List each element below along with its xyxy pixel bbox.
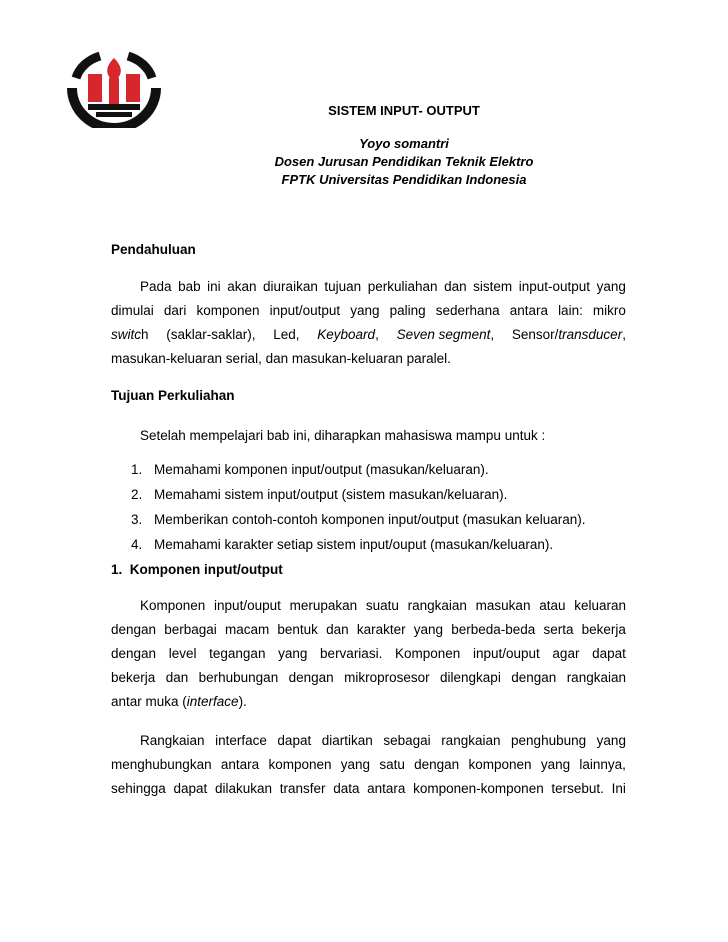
word: mikroprosesor [344, 670, 430, 685]
word: input/ouput [214, 598, 281, 613]
word: komponen-komponen [413, 781, 544, 796]
heading-komponen: 1. Komponen input/output [111, 562, 283, 577]
word: dan [326, 622, 349, 637]
word: sistem [473, 279, 513, 294]
word: input/ouput [472, 646, 540, 661]
word: tujuan [324, 279, 362, 294]
word: rangkaian [407, 598, 467, 613]
word: rangkaian [441, 733, 501, 748]
word: bekerja [581, 622, 626, 637]
word: serta [543, 622, 574, 637]
word: yang [340, 757, 371, 772]
word: penghubung [511, 733, 587, 748]
word: antara [367, 781, 406, 796]
word: dengan [111, 646, 157, 661]
word: mikro [592, 303, 626, 318]
word: level [168, 646, 197, 661]
word: berhubungan [198, 670, 279, 685]
word: atau [539, 598, 566, 613]
word: lain: [558, 303, 583, 318]
justified-line [111, 731, 626, 755]
word: antara [220, 757, 260, 772]
word: berbagai [164, 622, 217, 637]
word: input/output [269, 303, 341, 318]
word: perkuliahan [367, 279, 438, 294]
word: dengan [111, 622, 157, 637]
justified-line: switch (saklar-saklar), Led, Keyboard, Seven segment, Sensor/transducer, [111, 327, 626, 342]
word: masukan [475, 598, 531, 613]
word: tegangan [209, 646, 266, 661]
word: yang [596, 279, 626, 294]
word: agar [552, 646, 580, 661]
word: bekerja [111, 670, 156, 685]
word: yang [413, 622, 444, 637]
word: komponen [196, 303, 260, 318]
paragraph-line: antar muka ( interface ). [111, 694, 247, 709]
document-title: SISTEM INPUT- OUTPUT [328, 103, 480, 118]
word: dan [165, 670, 189, 685]
word: dilakukan [214, 781, 273, 796]
word: dengan [511, 670, 557, 685]
word: merupakan [289, 598, 358, 613]
paragraph-komponen-1 [111, 596, 626, 716]
word: bentuk [277, 622, 318, 637]
word: diuraikan [263, 279, 318, 294]
word: Pada [140, 279, 172, 294]
word: akan [227, 279, 257, 294]
word: bab [178, 279, 201, 294]
word: macam [224, 622, 270, 637]
justified-line [111, 644, 626, 668]
word: interface [215, 733, 267, 748]
word: sebagai [383, 733, 431, 748]
word: menghubungkan [111, 757, 212, 772]
justified-line [111, 779, 626, 803]
author-name: Yoyo somantri [359, 136, 449, 151]
word: dimulai [111, 303, 154, 318]
word: ini [207, 279, 221, 294]
author-role: Dosen Jurusan Pendidikan Teknik Elektro [274, 154, 534, 169]
word: Rangkaian [140, 733, 205, 748]
word: yang [278, 646, 308, 661]
paragraph-komponen-2 [111, 731, 626, 803]
word: antara [509, 303, 548, 318]
word: suatu [365, 598, 399, 613]
word: rangkaian [566, 670, 626, 685]
word: tersebut. [551, 781, 604, 796]
word: lainnya, [579, 757, 626, 772]
word: yang [596, 733, 626, 748]
heading-tujuan: Tujuan Perkuliahan [111, 388, 235, 403]
tujuan-intro: Setelah mempelajari bab ini, diharapkan mahasiswa mampu untuk : [140, 428, 546, 443]
word: input-output [518, 279, 591, 294]
word: paling [389, 303, 426, 318]
justified-line [111, 277, 626, 301]
word: Komponen [394, 646, 461, 661]
list-item: 1. Memahami komponen input/output (masukan/keluaran). [131, 462, 489, 477]
justified-line [111, 668, 626, 692]
word: sehingga [111, 781, 166, 796]
word: Komponen [140, 598, 206, 613]
word: karakter [356, 622, 406, 637]
list-item: 3. Memberikan contoh-contoh komponen input/output (masukan keluaran). [131, 512, 586, 527]
word: diartikan [321, 733, 373, 748]
word: dilengkapi [440, 670, 501, 685]
word: keluaran [574, 598, 626, 613]
list-item: 2. Memahami sistem input/output (sistem masukan/keluaran). [131, 487, 508, 502]
author-affiliation: FPTK Universitas Pendidikan Indonesia [281, 172, 527, 187]
word: sederhana [435, 303, 500, 318]
word: dapat [173, 781, 208, 796]
list-item: 4. Memahami karakter setiap sistem input/ouput (masukan/keluaran). [131, 537, 554, 552]
word: yang [540, 757, 571, 772]
justified-line [111, 301, 626, 325]
paragraph-line: masukan-keluaran serial, dan masukan-keluaran paralel. [111, 351, 451, 366]
word: dapat [277, 733, 312, 748]
word: bervariasi. [320, 646, 383, 661]
word: Ini [611, 781, 626, 796]
word: satu [379, 757, 405, 772]
word: data [333, 781, 360, 796]
word: dapat [592, 646, 626, 661]
word: transfer [279, 781, 326, 796]
heading-pendahuluan: Pendahuluan [111, 242, 196, 257]
justified-line [111, 755, 626, 779]
word: komponen [268, 757, 332, 772]
word: komponen [468, 757, 532, 772]
justified-line [111, 596, 626, 620]
word: dengan [288, 670, 334, 685]
word: dan [444, 279, 467, 294]
justified-line [111, 620, 626, 644]
tujuan-list [131, 460, 586, 560]
word: berbeda-beda [451, 622, 536, 637]
word: dengan [414, 757, 460, 772]
paragraph-pendahuluan [111, 277, 626, 373]
author-block [0, 135, 728, 189]
word: yang [350, 303, 380, 318]
word: dari [163, 303, 187, 318]
